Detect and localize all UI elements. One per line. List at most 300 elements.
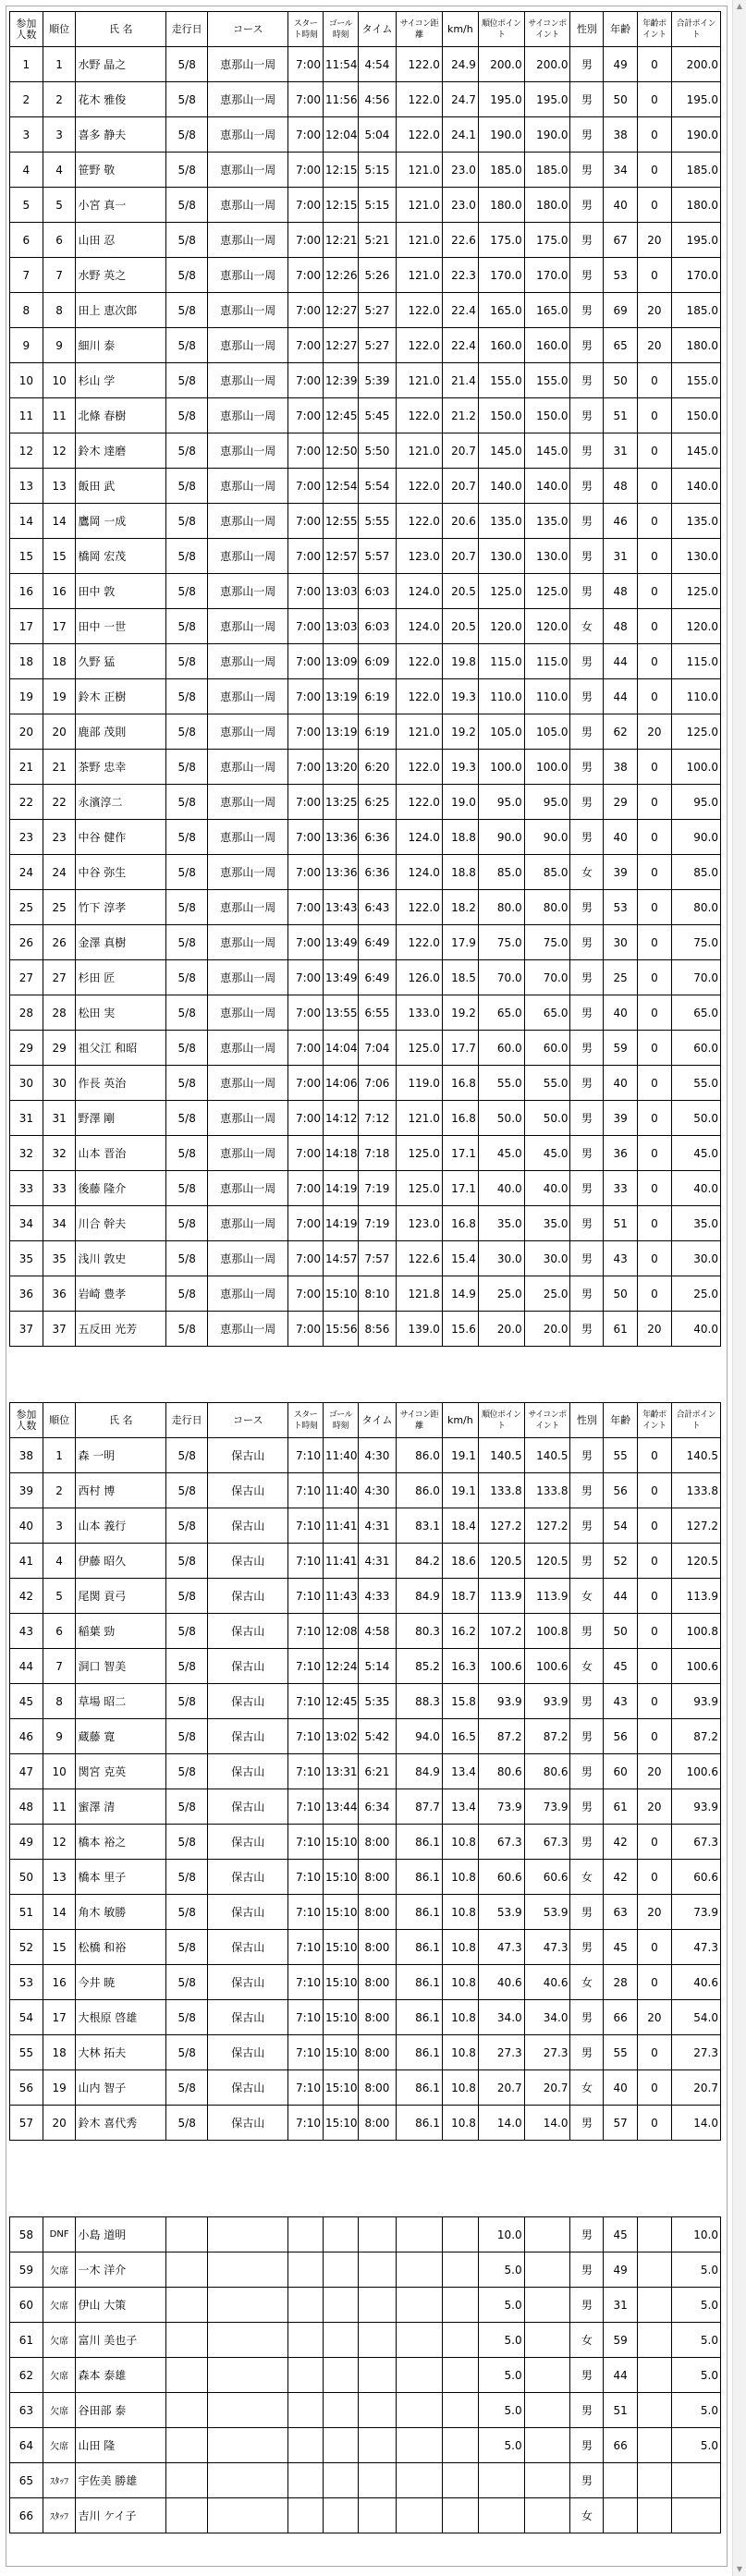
course-cell: [208, 2288, 288, 2323]
rank-cell: DNF: [43, 2217, 76, 2252]
gender-cell: 女: [570, 609, 604, 644]
table-row: [10, 574, 721, 609]
rank-points-cell: 40.0: [478, 1171, 524, 1206]
time-cell: 5:27: [358, 328, 396, 363]
total-points-cell: 60.0: [671, 1031, 720, 1066]
date-cell: 5/8: [165, 820, 207, 855]
gender-cell: 男: [570, 469, 604, 504]
age-cell: 48: [604, 609, 638, 644]
participants-cell: 12: [10, 433, 43, 469]
total-points-cell: 5.0: [671, 2252, 720, 2288]
rank-points-cell: 5.0: [478, 2428, 524, 2463]
speed-cell: 16.2: [442, 1614, 478, 1649]
course-cell: 恵那山一周: [208, 644, 288, 679]
rank-points-cell: 5.0: [478, 2288, 524, 2323]
date-cell: 5/8: [165, 1171, 207, 1206]
distance-cell: 122.0: [397, 82, 443, 117]
speed-cell: [442, 2323, 478, 2358]
rank-points-cell: 50.0: [478, 1101, 524, 1136]
rank-cell: 17: [43, 609, 76, 644]
participants-cell: 20: [10, 714, 43, 750]
gender-cell: 男: [570, 2106, 604, 2141]
start-time-cell: [288, 2498, 324, 2533]
rank-cell: 欠席: [43, 2358, 76, 2393]
total-points-cell: 54.0: [671, 2000, 720, 2035]
course-cell: 保古山: [208, 1965, 288, 2000]
speed-cell: 15.4: [442, 1241, 478, 1276]
name-cell: 鹿部 茂則: [76, 714, 165, 750]
gender-cell: 女: [570, 1860, 604, 1895]
course-cell: 保古山: [208, 1754, 288, 1789]
time-cell: 8:10: [358, 1276, 396, 1312]
gender-cell: 男: [570, 504, 604, 539]
course-cell: 保古山: [208, 2070, 288, 2106]
rank-cell: 28: [43, 995, 76, 1031]
total-points-cell: 133.8: [671, 1473, 720, 1508]
age-points-cell: 0: [638, 1241, 672, 1276]
course-cell: 恵那山一周: [208, 679, 288, 714]
distance-cell: 86.1: [397, 1895, 443, 1930]
total-points-cell: 45.0: [671, 1136, 720, 1171]
age-points-cell: [638, 2463, 672, 2498]
time-cell: 6:03: [358, 574, 396, 609]
date-cell: [165, 2428, 207, 2463]
speed-cell: 15.8: [442, 1684, 478, 1719]
rank-cell: 17: [43, 2000, 76, 2035]
start-time-cell: 7:00: [288, 890, 324, 925]
gender-cell: 男: [570, 960, 604, 995]
total-points-cell: 70.0: [671, 960, 720, 995]
rank-points-header: 順位ポイント: [478, 1403, 524, 1438]
goal-time-cell: 12:26: [323, 258, 358, 293]
start-time-cell: 7:00: [288, 960, 324, 995]
start-time-cell: 7:00: [288, 433, 324, 469]
course-cell: 保古山: [208, 1438, 288, 1473]
goal-time-cell: 15:10: [323, 2000, 358, 2035]
rank-cell: ｽﾀｯﾌ: [43, 2463, 76, 2498]
goal-time-cell: 13:03: [323, 609, 358, 644]
gender-header: 性別: [570, 1403, 604, 1438]
start-time-cell: 7:10: [288, 2000, 324, 2035]
speed-cell: 20.7: [442, 469, 478, 504]
age-points-cell: 20: [638, 1789, 672, 1825]
rank-points-cell: 150.0: [478, 398, 524, 433]
rank-points-cell: 100.0: [478, 750, 524, 785]
cycle-points-cell: 80.6: [524, 1754, 570, 1789]
age-points-cell: 0: [638, 47, 672, 82]
start-time-cell: 7:10: [288, 1473, 324, 1508]
date-cell: 5/8: [165, 1719, 207, 1754]
name-cell: 花木 雅俊: [76, 82, 165, 117]
age-cell: 39: [604, 1101, 638, 1136]
name-cell: 川合 幹夫: [76, 1206, 165, 1241]
start-time-cell: 7:10: [288, 1508, 324, 1544]
goal-time-cell: 11:41: [323, 1508, 358, 1544]
gender-cell: 男: [570, 2428, 604, 2463]
rank-cell: 12: [43, 433, 76, 469]
cycle-points-cell: 40.0: [524, 1171, 570, 1206]
name-cell: 山本 晋治: [76, 1136, 165, 1171]
time-cell: 7:12: [358, 1101, 396, 1136]
start-time-cell: 7:10: [288, 2035, 324, 2070]
cycle-points-cell: [524, 2428, 570, 2463]
name-cell: 水野 晶之: [76, 47, 165, 82]
speed-cell: [442, 2498, 478, 2533]
gender-cell: 女: [570, 855, 604, 890]
participants-header: 参加人数: [10, 1403, 43, 1438]
start-time-cell: 7:00: [288, 1241, 324, 1276]
distance-cell: 121.0: [397, 363, 443, 398]
rank-points-cell: 5.0: [478, 2393, 524, 2428]
name-cell: 北條 春樹: [76, 398, 165, 433]
distance-cell: 86.1: [397, 1860, 443, 1895]
course-cell: 恵那山一周: [208, 1276, 288, 1312]
table-row: [10, 855, 721, 890]
table-row: [10, 1206, 721, 1241]
rank-points-cell: 140.5: [478, 1438, 524, 1473]
speed-cell: 22.3: [442, 258, 478, 293]
speed-cell: 23.0: [442, 153, 478, 188]
table-row: [10, 1579, 721, 1614]
participants-cell: 32: [10, 1136, 43, 1171]
table-row: [10, 117, 721, 153]
course-cell: 保古山: [208, 1614, 288, 1649]
speed-cell: 22.4: [442, 293, 478, 328]
rank-points-cell: 140.0: [478, 469, 524, 504]
course-cell: 恵那山一周: [208, 960, 288, 995]
gender-cell: 男: [570, 890, 604, 925]
rank-cell: 欠席: [43, 2288, 76, 2323]
rank-points-cell: 135.0: [478, 504, 524, 539]
table-row: [10, 1684, 721, 1719]
goal-time-cell: [323, 2393, 358, 2428]
date-cell: 5/8: [165, 328, 207, 363]
time-cell: 6:09: [358, 644, 396, 679]
age-cell: 59: [604, 1031, 638, 1066]
total-points-cell: 30.0: [671, 1241, 720, 1276]
participants-cell: 47: [10, 1754, 43, 1789]
goal-time-cell: 15:10: [323, 1860, 358, 1895]
rank-points-cell: 185.0: [478, 153, 524, 188]
start-time-cell: 7:00: [288, 995, 324, 1031]
total-points-cell: 14.0: [671, 2106, 720, 2141]
rank-cell: 10: [43, 363, 76, 398]
cycle-points-cell: 27.3: [524, 2035, 570, 2070]
table-row: [10, 469, 721, 504]
participants-cell: 41: [10, 1544, 43, 1579]
participants-cell: 24: [10, 855, 43, 890]
scroll-down-icon[interactable]: ▼: [736, 2565, 743, 2573]
age-cell: [604, 2498, 638, 2533]
cycle-points-header: サイコンポイント: [524, 12, 570, 47]
cycle-points-cell: 175.0: [524, 223, 570, 258]
gender-cell: 男: [570, 2035, 604, 2070]
gender-cell: 男: [570, 2252, 604, 2288]
time-cell: [358, 2393, 396, 2428]
cycle-points-cell: 25.0: [524, 1276, 570, 1312]
rank-points-cell: 180.0: [478, 188, 524, 223]
name-cell: 永濱淳二: [76, 785, 165, 820]
name-cell: 五反田 光芳: [76, 1312, 165, 1347]
rank-points-cell: 200.0: [478, 47, 524, 82]
rank-cell: 20: [43, 714, 76, 750]
start-time-cell: 7:00: [288, 469, 324, 504]
total-points-cell: 40.0: [671, 1312, 720, 1347]
rank-cell: 15: [43, 1930, 76, 1965]
table-row: [10, 1101, 721, 1136]
table-row: [10, 1241, 721, 1276]
name-cell: 久野 猛: [76, 644, 165, 679]
start-time-cell: 7:00: [288, 679, 324, 714]
speed-cell: 18.8: [442, 855, 478, 890]
participants-cell: 40: [10, 1508, 43, 1544]
age-cell: 44: [604, 679, 638, 714]
cycle-points-cell: 130.0: [524, 539, 570, 574]
name-cell: 鷹岡 一成: [76, 504, 165, 539]
name-cell: 笹野 敬: [76, 153, 165, 188]
rank-cell: 27: [43, 960, 76, 995]
date-cell: 5/8: [165, 1754, 207, 1789]
rank-cell: 1: [43, 47, 76, 82]
age-cell: 43: [604, 1241, 638, 1276]
course-cell: 恵那山一周: [208, 363, 288, 398]
rank-points-cell: 20.0: [478, 1312, 524, 1347]
time-cell: 5:27: [358, 293, 396, 328]
age-cell: 53: [604, 258, 638, 293]
total-points-cell: 5.0: [671, 2358, 720, 2393]
distance-cell: 84.2: [397, 1544, 443, 1579]
start-time-cell: 7:00: [288, 1031, 324, 1066]
cycle-points-cell: [524, 2358, 570, 2393]
cycle-points-cell: 140.0: [524, 469, 570, 504]
cycle-points-cell: [524, 2288, 570, 2323]
time-cell: 5:45: [358, 398, 396, 433]
start-time-cell: [288, 2428, 324, 2463]
date-cell: 5/8: [165, 890, 207, 925]
age-cell: 62: [604, 714, 638, 750]
age-cell: 38: [604, 750, 638, 785]
participants-cell: 56: [10, 2070, 43, 2106]
goal-time-header: ゴール時刻: [323, 12, 358, 47]
distance-cell: 122.0: [397, 679, 443, 714]
table-row: [10, 644, 721, 679]
gender-cell: 男: [570, 398, 604, 433]
rank-points-cell: 175.0: [478, 223, 524, 258]
gender-cell: 男: [570, 1930, 604, 1965]
age-cell: 52: [604, 1544, 638, 1579]
date-cell: 5/8: [165, 504, 207, 539]
rank-points-cell: 5.0: [478, 2323, 524, 2358]
cycle-points-cell: 133.8: [524, 1473, 570, 1508]
name-cell: 野澤 剛: [76, 1101, 165, 1136]
rank-cell: 18: [43, 644, 76, 679]
goal-time-cell: 13:03: [323, 574, 358, 609]
start-time-cell: 7:10: [288, 2106, 324, 2141]
start-time-cell: 7:10: [288, 1684, 324, 1719]
age-points-cell: 0: [638, 995, 672, 1031]
date-cell: 5/8: [165, 469, 207, 504]
rank-cell: 30: [43, 1066, 76, 1101]
goal-time-cell: 15:10: [323, 1930, 358, 1965]
speed-cell: 10.8: [442, 2070, 478, 2106]
age-cell: 45: [604, 2217, 638, 2252]
age-points-cell: 0: [638, 469, 672, 504]
course-cell: 恵那山一周: [208, 925, 288, 960]
date-cell: 5/8: [165, 2035, 207, 2070]
goal-time-cell: 15:56: [323, 1312, 358, 1347]
age-cell: 59: [604, 2323, 638, 2358]
total-points-cell: 145.0: [671, 433, 720, 469]
age-points-cell: [638, 2323, 672, 2358]
date-cell: 5/8: [165, 1649, 207, 1684]
total-points-cell: 27.3: [671, 2035, 720, 2070]
time-cell: 7:06: [358, 1066, 396, 1101]
goal-time-cell: 13:02: [323, 1719, 358, 1754]
table-row: [10, 188, 721, 223]
participants-cell: 63: [10, 2393, 43, 2428]
goal-time-cell: 11:41: [323, 1544, 358, 1579]
distance-header: サイコン距離: [397, 12, 443, 47]
date-cell: 5/8: [165, 925, 207, 960]
distance-cell: [397, 2358, 443, 2393]
name-cell: 谷田部 泰: [76, 2393, 165, 2428]
gender-cell: 女: [570, 1965, 604, 2000]
start-time-cell: 7:00: [288, 1312, 324, 1347]
time-cell: 5:39: [358, 363, 396, 398]
total-points-cell: 20.7: [671, 2070, 720, 2106]
goal-time-cell: 12:54: [323, 469, 358, 504]
participants-cell: 53: [10, 1965, 43, 2000]
age-cell: 50: [604, 1276, 638, 1312]
total-points-cell: 73.9: [671, 1895, 720, 1930]
rank-cell: 4: [43, 1544, 76, 1579]
start-time-cell: 7:00: [288, 855, 324, 890]
cycle-points-cell: 40.6: [524, 1965, 570, 2000]
name-cell: 鈴木 正樹: [76, 679, 165, 714]
gender-cell: 男: [570, 2000, 604, 2035]
course-cell: 恵那山一周: [208, 785, 288, 820]
cycle-points-cell: 95.0: [524, 785, 570, 820]
rank-cell: 20: [43, 2106, 76, 2141]
cycle-points-cell: [524, 2393, 570, 2428]
participants-cell: 49: [10, 1825, 43, 1860]
total-points-cell: [671, 2498, 720, 2533]
cycle-points-cell: 75.0: [524, 925, 570, 960]
distance-cell: 122.0: [397, 398, 443, 433]
time-cell: 8:00: [358, 1965, 396, 2000]
rank-points-cell: 35.0: [478, 1206, 524, 1241]
goal-time-cell: 14:19: [323, 1171, 358, 1206]
age-points-cell: 0: [638, 1965, 672, 2000]
participants-cell: 7: [10, 258, 43, 293]
goal-time-header: ゴール時刻: [323, 1403, 358, 1438]
goal-time-cell: 14:19: [323, 1206, 358, 1241]
total-points-cell: 125.0: [671, 714, 720, 750]
age-points-cell: 20: [638, 223, 672, 258]
date-cell: 5/8: [165, 1206, 207, 1241]
table-row: [10, 2035, 721, 2070]
name-cell: 田中 一世: [76, 609, 165, 644]
start-time-cell: 7:00: [288, 258, 324, 293]
participants-cell: 1: [10, 47, 43, 82]
date-cell: 5/8: [165, 1066, 207, 1101]
total-points-cell: 35.0: [671, 1206, 720, 1241]
vertical-scrollbar[interactable]: [732, 0, 746, 2576]
rank-cell: 25: [43, 890, 76, 925]
time-cell: 5:04: [358, 117, 396, 153]
rank-points-cell: [478, 2498, 524, 2533]
speed-cell: [442, 2252, 478, 2288]
participants-cell: 64: [10, 2428, 43, 2463]
course-cell: 保古山: [208, 1789, 288, 1825]
distance-cell: [397, 2428, 443, 2463]
rank-cell: 欠席: [43, 2323, 76, 2358]
rank-points-cell: 95.0: [478, 785, 524, 820]
age-points-cell: 0: [638, 1031, 672, 1066]
time-cell: [358, 2252, 396, 2288]
age-cell: 53: [604, 890, 638, 925]
participants-cell: 61: [10, 2323, 43, 2358]
table-row: [10, 2106, 721, 2141]
start-time-cell: 7:00: [288, 539, 324, 574]
age-cell: 69: [604, 293, 638, 328]
cycle-points-cell: 47.3: [524, 1930, 570, 1965]
speed-cell: 20.5: [442, 574, 478, 609]
age-points-cell: 0: [638, 117, 672, 153]
time-cell: 4:31: [358, 1508, 396, 1544]
rank-points-cell: 55.0: [478, 1066, 524, 1101]
name-cell: 中谷 健作: [76, 820, 165, 855]
course-cell: 保古山: [208, 2035, 288, 2070]
cycle-points-cell: 113.9: [524, 1579, 570, 1614]
rank-points-cell: 160.0: [478, 328, 524, 363]
participants-cell: 18: [10, 644, 43, 679]
speed-cell: 22.4: [442, 328, 478, 363]
total-points-cell: 5.0: [671, 2288, 720, 2323]
participants-cell: 8: [10, 293, 43, 328]
date-cell: 5/8: [165, 1101, 207, 1136]
rank-points-cell: 120.0: [478, 609, 524, 644]
rank-points-cell: 110.0: [478, 679, 524, 714]
rank-cell: 11: [43, 1789, 76, 1825]
goal-time-cell: 12:27: [323, 293, 358, 328]
date-cell: 5/8: [165, 117, 207, 153]
participants-cell: 9: [10, 328, 43, 363]
participants-header: 参加人数: [10, 12, 43, 47]
rank-cell: 36: [43, 1276, 76, 1312]
gender-cell: 男: [570, 1312, 604, 1347]
rank-points-cell: 107.2: [478, 1614, 524, 1649]
table-row: [10, 223, 721, 258]
cycle-points-cell: 180.0: [524, 188, 570, 223]
age-cell: 50: [604, 363, 638, 398]
participants-cell: 14: [10, 504, 43, 539]
goal-time-cell: 12:15: [323, 188, 358, 223]
total-points-cell: 127.2: [671, 1508, 720, 1544]
total-points-cell: 55.0: [671, 1066, 720, 1101]
age-points-cell: 0: [638, 1930, 672, 1965]
time-cell: 6:21: [358, 1754, 396, 1789]
start-time-cell: 7:00: [288, 644, 324, 679]
cycle-points-cell: 100.8: [524, 1614, 570, 1649]
scroll-up-icon[interactable]: ▲: [736, 2, 743, 10]
age-cell: 66: [604, 2428, 638, 2463]
age-cell: 38: [604, 117, 638, 153]
distance-cell: 88.3: [397, 1684, 443, 1719]
cycle-points-cell: 53.9: [524, 1895, 570, 1930]
start-time-cell: 7:00: [288, 398, 324, 433]
date-cell: 5/8: [165, 785, 207, 820]
